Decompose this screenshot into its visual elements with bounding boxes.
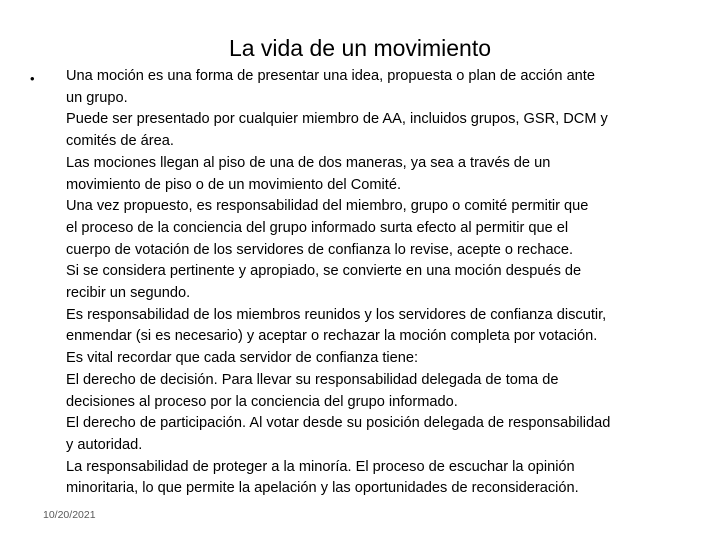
body-line: enmendar (si es necesario) y aceptar o rechazar la moción completa por votación.: [66, 328, 598, 345]
body-line: Puede ser presentado por cualquier miembro de AA, incluidos grupos, GSR, DCM y: [66, 111, 608, 128]
body-line: Si se considera pertinente y apropiado, se convierte en una moción después de: [66, 263, 582, 280]
body-line: El derecho de decisión. Para llevar su responsabilidad delegada de toma de: [66, 371, 559, 388]
body-line: recibir un segundo.: [66, 285, 191, 302]
body-line: decisiones al proceso por la conciencia del grupo informado.: [66, 393, 458, 410]
body-line: Las mociones llegan al piso de una de dos maneras, ya sea a través de un: [66, 154, 551, 171]
body-line: El derecho de participación. Al votar desde su posición delegada de responsabilidad: [66, 415, 611, 432]
body-line: Es vital recordar que cada servidor de confianza tiene:: [66, 350, 419, 367]
body-line: La responsabilidad de proteger a la minoría. El proceso de escuchar la opinión: [66, 458, 575, 475]
slide-date: 10/20/2021: [43, 509, 96, 521]
body-line: minoritaria, lo que permite la apelación y las oportunidades de reconsideración.: [66, 480, 579, 497]
slide-title: La vida de un movimiento: [228, 35, 492, 61]
body-line: comités de área.: [66, 133, 174, 150]
bullet-marker: •: [30, 71, 35, 86]
body-line: cuerpo de votación de los servidores de confianza lo revise, acepte o rechace.: [66, 241, 574, 258]
body-line: Es responsabilidad de los miembros reunidos y los servidores de confianza discutir,: [66, 306, 607, 323]
body-line: y autoridad.: [66, 436, 143, 453]
body-line: un grupo.: [66, 89, 128, 106]
body-text: [66, 66, 696, 500]
body-line: el proceso de la conciencia del grupo informado surta efecto al permitir que el: [66, 219, 569, 236]
body-line: Una moción es una forma de presentar una idea, propuesta o plan de acción ante: [66, 68, 595, 84]
body-line: movimiento de piso o de un movimiento del Comité.: [66, 176, 402, 193]
body-line: Una vez propuesto, es responsabilidad del miembro, grupo o comité permitir que: [66, 198, 589, 215]
